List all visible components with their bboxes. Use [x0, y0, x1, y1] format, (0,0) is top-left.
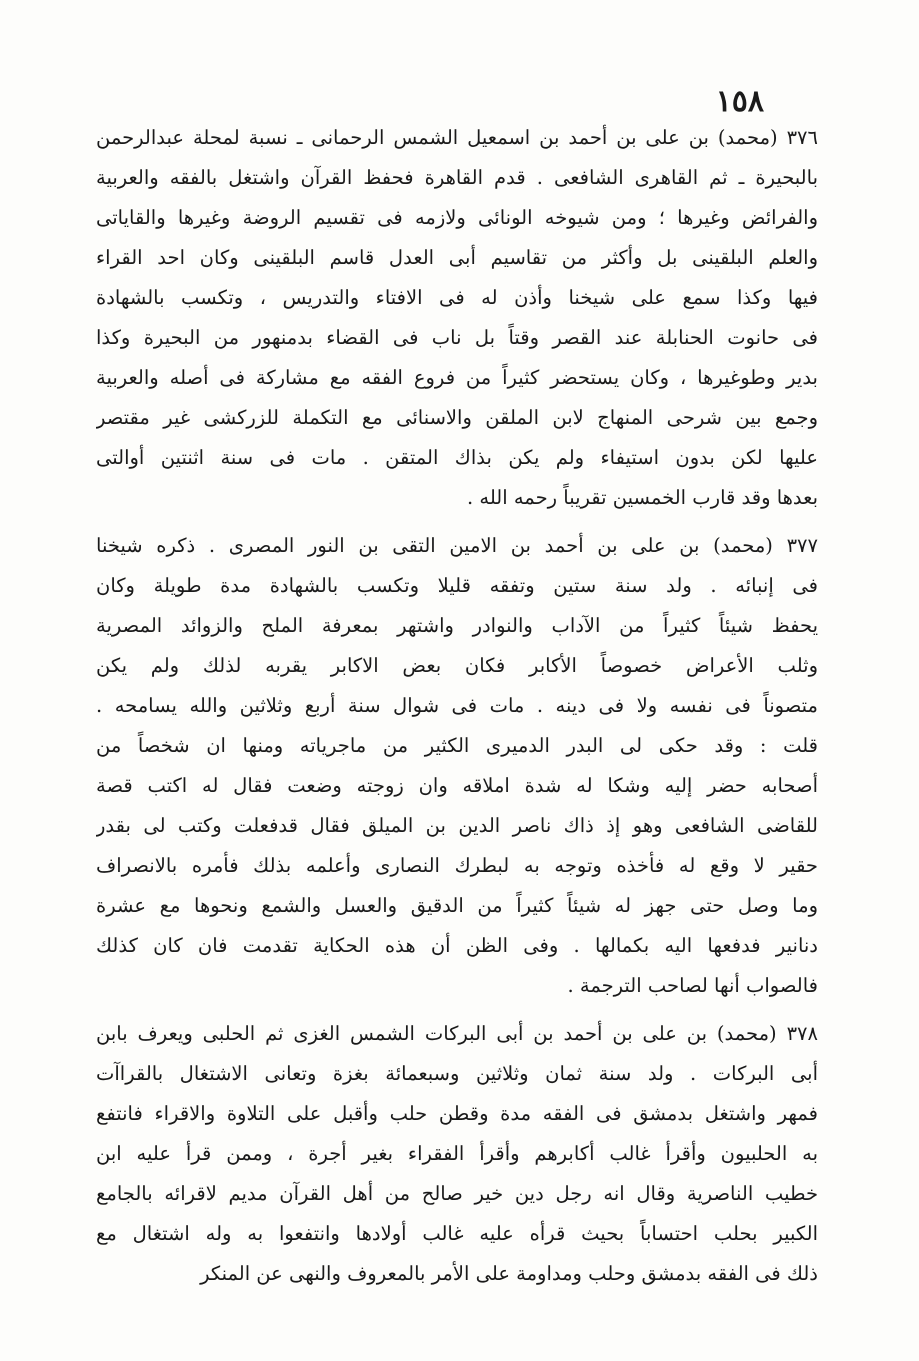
text-line: دنانير فدفعها اليه بكمالها . وفى الظن أن هذه الحكاية تقدمت فان كان كذلك [96, 934, 818, 957]
biography-entry [96, 526, 818, 1006]
text-line: فمهر واشتغل بدمشق فى الفقه مدة وقطن حلب وأقبل على التلاوة والاقراء فانتفع [96, 1102, 818, 1125]
text-line: خطيب الناصرية وقال انه رجل دين خير صالح من أهل القرآن مديم لاقرائه بالجامع [96, 1182, 818, 1205]
biography-entry [96, 1014, 818, 1294]
text-line: يحفظ شيئاً كثيراً من الآداب والنوادر واشتهر بمعرفة الملح والزوائد المصرية [96, 614, 818, 637]
text-line: ٣٧٨ (محمد) بن على بن أحمد بن أبى البركات الشمس الغزى ثم الحلبى ويعرف بابن [96, 1022, 818, 1045]
text-line: وثلب الأعراض خصوصاً الأكابر فكان بعض الاكابر يقربه لذلك ولم يكن [96, 654, 818, 677]
text-line: بالبحيرة ـ ثم القاهرى الشافعى . قدم القاهرة فحفظ القرآن واشتغل بالفقه والعربية [96, 166, 818, 189]
text-line: متصوناً فى نفسه ولا فى دينه . مات فى شوال سنة أربع وثلاثين والله يسامحه . [96, 694, 818, 717]
text-body [96, 118, 818, 1294]
page-number: ١٥٨ [715, 84, 764, 119]
text-line: أصحابه حضر إليه وشكا له شدة املاقه وان زوجته وضعت فقال له اكتب قصة [96, 774, 818, 797]
text-line: فالصواب أنها لصاحب الترجمة . [567, 974, 818, 997]
text-line: به الحلبيون وأقرأ غالب أكابرهم وأقرأ الفقراء بغير أجرة ، وممن قرأ عليه ابن [96, 1142, 818, 1165]
text-line: قلت : وقد حكى لى البدر الدميرى الكثير من ماجرياته ومنها ان شخصاً من [96, 734, 818, 757]
text-line: عليها لكن بدون استيفاء ولم يكن بذاك المتقن . مات فى سنة اثنتين أوالتى [96, 446, 818, 469]
text-line: فيها وكذا سمع على شيخنا وأذن له فى الافتاء والتدريس ، وتكسب بالشهادة [96, 286, 818, 309]
text-line: بعدها وقد قارب الخمسين تقريباً رحمه الله . [466, 486, 818, 509]
biography-entry [96, 118, 818, 518]
text-line: فى إنبائه . ولد سنة ستين وتفقه قليلا وتكسب بالشهادة مدة طويلة وكان [96, 574, 818, 597]
text-line: والعلم البلقينى بل وأكثر من تقاسيم أبى العدل قاسم البلقينى وكان احد القراء [96, 246, 818, 269]
text-line: ٣٧٦ (محمد) بن على بن أحمد بن اسمعيل الشمس الرحمانى ـ نسبة لمحلة عبدالرحمن [96, 126, 818, 149]
text-line: وما وصل حتى جهز له شيئاً كثيراً من الدقيق والعسل والشمع ونحوها مع عشرة [96, 894, 818, 917]
text-line: الكبير بحلب احتساباً بحيث قرأه عليه غالب أولادها وانتفعوا به وله اشتغال مع [96, 1222, 818, 1245]
text-line: والفرائض وغيرها ؛ ومن شيوخه الونائى ولازمه فى تقسيم الروضة وغيرها والقاياتى [96, 206, 818, 229]
text-line: بدير وطوغيرها ، وكان يستحضر كثيراً من فروع الفقه مع مشاركة فى أصله والعربية [96, 366, 818, 389]
text-line: ذلك فى الفقه بدمشق وحلب ومداومة على الأمر بالمعروف والنهى عن المنكر [200, 1262, 818, 1285]
text-line: للقاضى الشافعى وهو إذ ذاك ناصر الدين بن الميلق فقال قدفعلت وكتب لى بقدر [96, 814, 818, 837]
text-line: فى حانوت الحنابلة عند القصر وقتاً بل ناب فى القضاء بدمنهور من البحيرة وكذا [96, 326, 818, 349]
text-line: ٣٧٧ (محمد) بن على بن أحمد بن الامين التقى بن النور المصرى . ذكره شيخنا [96, 534, 818, 557]
text-line: وجمع بين شرحى المنهاج لابن الملقن والاسنائى مع التكملة للزركشى غير مقتصر [96, 406, 818, 429]
text-line: أبى البركات . ولد سنة ثمان وثلاثين وسبعمائة بغزة وتعانى الاشتغال بالقراآت [96, 1062, 818, 1085]
text-line: حقير لا وقع له فأخذه وتوجه به لبطرك النصارى وأعلمه بذلك فأمره بالانصراف [96, 854, 818, 877]
